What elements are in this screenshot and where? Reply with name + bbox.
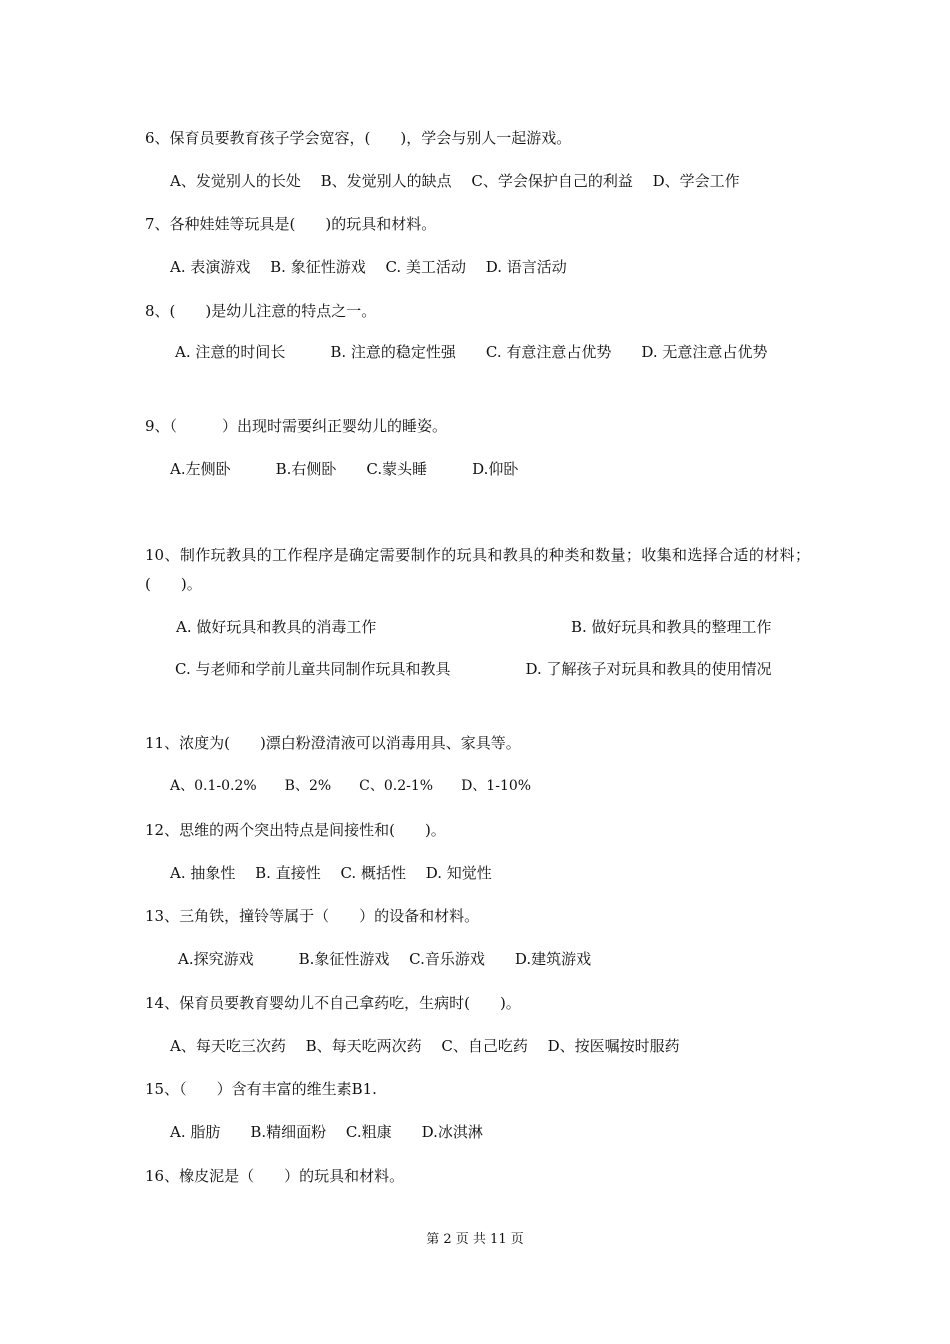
question-13-options: A.探究游戏 B.象征性游戏 C.音乐游戏 D.建筑游戏 — [178, 950, 592, 968]
question-9-stem: 9、（ ）出现时需要纠正婴幼儿的睡姿。 — [145, 417, 448, 435]
question-6-options: A、发觉别人的长处 B、发觉别人的缺点 C、学会保护自己的利益 D、学会工作 — [170, 172, 740, 190]
question-14-options: A、每天吃三次药 B、每天吃两次药 C、自己吃药 D、按医嘱按时服药 — [170, 1037, 680, 1055]
question-14-stem: 14、保育员要教育婴幼儿不自己拿药吃，生病时( )。 — [145, 994, 521, 1012]
question-10-option-b: B. 做好玩具和教具的整理工作 — [571, 618, 772, 636]
question-15-stem: 15、（ ）含有丰富的维生素B1. — [145, 1080, 377, 1098]
question-6-stem: 6、保育员要教育孩子学会宽容，( )，学会与别人一起游戏。 — [145, 129, 572, 147]
question-9-options: A.左侧卧 B.右侧卧 C.蒙头睡 D.仰卧 — [170, 460, 519, 478]
question-15-options: A. 脂肪 B.精细面粉 C.粗康 D.冰淇淋 — [170, 1123, 483, 1141]
question-11-options: A、0.1-0.2% B、2% C、0.2-1% D、1-10% — [170, 778, 532, 794]
page-number-footer: 第 2 页 共 11 页 — [426, 1232, 524, 1247]
question-11-stem: 11、浓度为( )漂白粉澄清液可以消毒用具、家具等。 — [145, 734, 521, 752]
question-8-options: A. 注意的时间长 B. 注意的稳定性强 C. 有意注意占优势 D. 无意注意占优势 — [175, 343, 768, 361]
question-12-options: A. 抽象性 B. 直接性 C. 概括性 D. 知觉性 — [170, 864, 492, 882]
question-12-stem: 12、思维的两个突出特点是间接性和( )。 — [145, 821, 446, 839]
question-7-options: A. 表演游戏 B. 象征性游戏 C. 美工活动 D. 语言活动 — [170, 258, 567, 276]
question-10-stem: 10、制作玩教具的工作程序是确定需要制作的玩具和教具的种类和数量；收集和选择合适的材料；( )。 — [145, 546, 810, 593]
question-7-stem: 7、各种娃娃等玩具是( )的玩具和材料。 — [145, 215, 437, 233]
question-13-stem: 13、三角铁，撞铃等属于（ ）的设备和材料。 — [145, 907, 480, 925]
question-10-option-a: A. 做好玩具和教具的消毒工作 — [176, 618, 377, 636]
question-16-stem: 16、橡皮泥是（ ）的玩具和材料。 — [145, 1167, 405, 1185]
question-10-option-cd: C. 与老师和学前儿童共同制作玩具和教具 D. 了解孩子对玩具和教具的使用情况 — [175, 660, 772, 678]
question-8-stem: 8、( )是幼儿注意的特点之一。 — [145, 302, 377, 320]
